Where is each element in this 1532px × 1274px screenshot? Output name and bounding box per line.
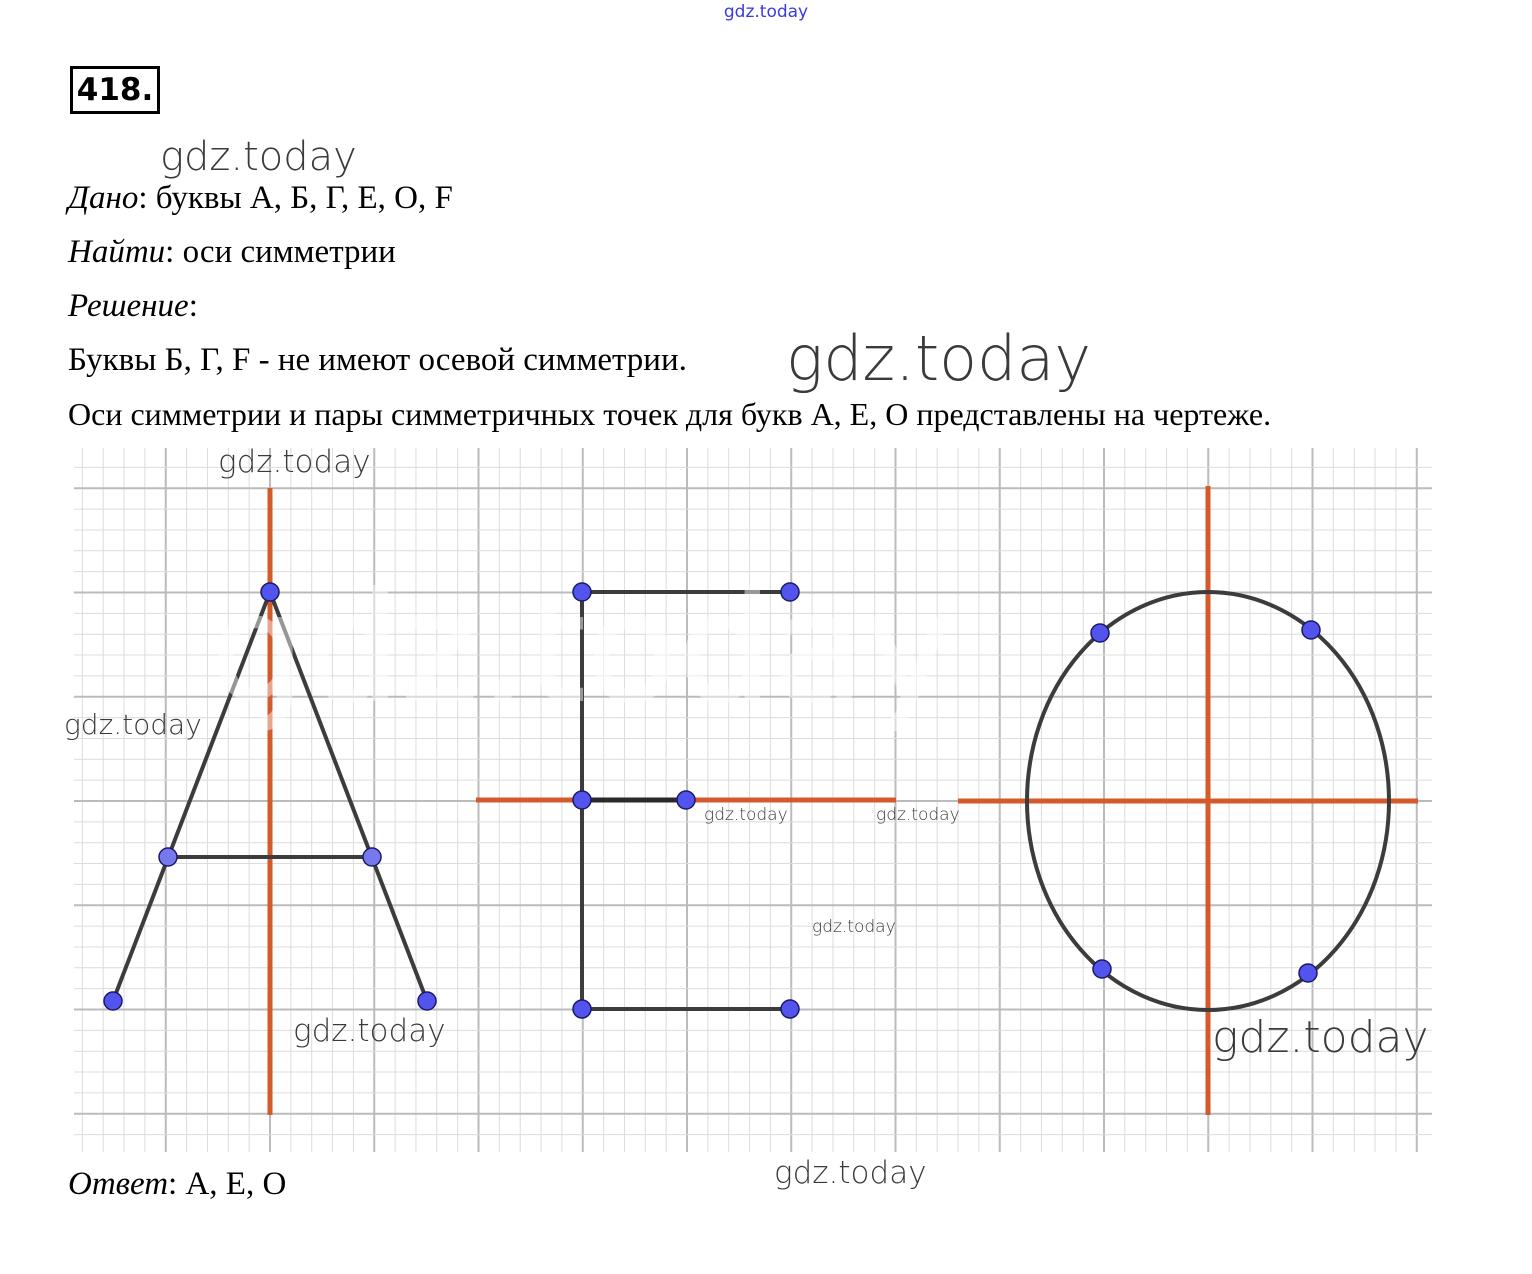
watermark: gdz.today [704,805,788,825]
given-text: буквы [155,180,250,216]
find-text: оси симметрии [182,234,396,270]
answer-sep: : [168,1166,186,1202]
letter-a-point-bottom-right [418,992,436,1010]
watermark: gdz.today [293,1013,446,1049]
line2-text-b: представлены на чертеже. [908,396,1272,432]
letter-o-point-bottom-right [1299,964,1317,982]
watermark: gdz.today [774,1155,927,1191]
answer-line [68,1166,286,1203]
letter-o-point-top-left [1091,624,1109,642]
answer-label: Ответ [68,1166,169,1202]
line1-text-a: Буквы [68,342,165,378]
line2-letters: А, Е, О [810,396,909,432]
letter-a-point-bottom-left [104,992,122,1010]
answer-letters: А, Е, О [185,1166,287,1202]
line1-text-b: - не имеют осевой симметрии. [250,342,687,378]
top-watermark: gdz.today [723,2,809,22]
problem-number: 418. [70,66,160,114]
given-letters: А, Б, Г, Е, О, F [249,180,453,216]
watermark: gdz.today [64,708,202,741]
line1-letters: Б, Г, F [164,342,251,378]
watermark: gdz.today [876,805,960,825]
find-label: Найти [68,234,166,270]
letter-o-point-top-right [1302,621,1320,639]
given-sep: : [138,180,156,216]
solution-sep: : [188,288,198,324]
watermark: gdz.today [812,917,896,937]
letter-o-point-bottom-left [1093,960,1111,978]
watermark: gdz.today [218,444,371,480]
watermark: gdz.today [1212,1012,1429,1063]
letter-a-point-left [159,848,177,866]
letter-e-point-middle-right [677,791,695,809]
letter-e-point-bottom-left [573,1000,591,1018]
letter-a-point-right [363,848,381,866]
line2-text-a: Оси симметрии и пары симметричных точек для букв [68,396,811,432]
overlay-watermark-band [210,562,953,736]
letter-e-point-bottom-right [781,1000,799,1018]
watermark: gdz.today [160,134,357,180]
watermark: gdz.today [786,322,1092,395]
given-label: Дано [68,180,139,216]
overlay-watermark: gdz.today [210,562,954,736]
find-sep: : [165,234,183,270]
letter-e-point-middle-left [573,791,591,809]
solution-label: Решение [68,288,189,324]
